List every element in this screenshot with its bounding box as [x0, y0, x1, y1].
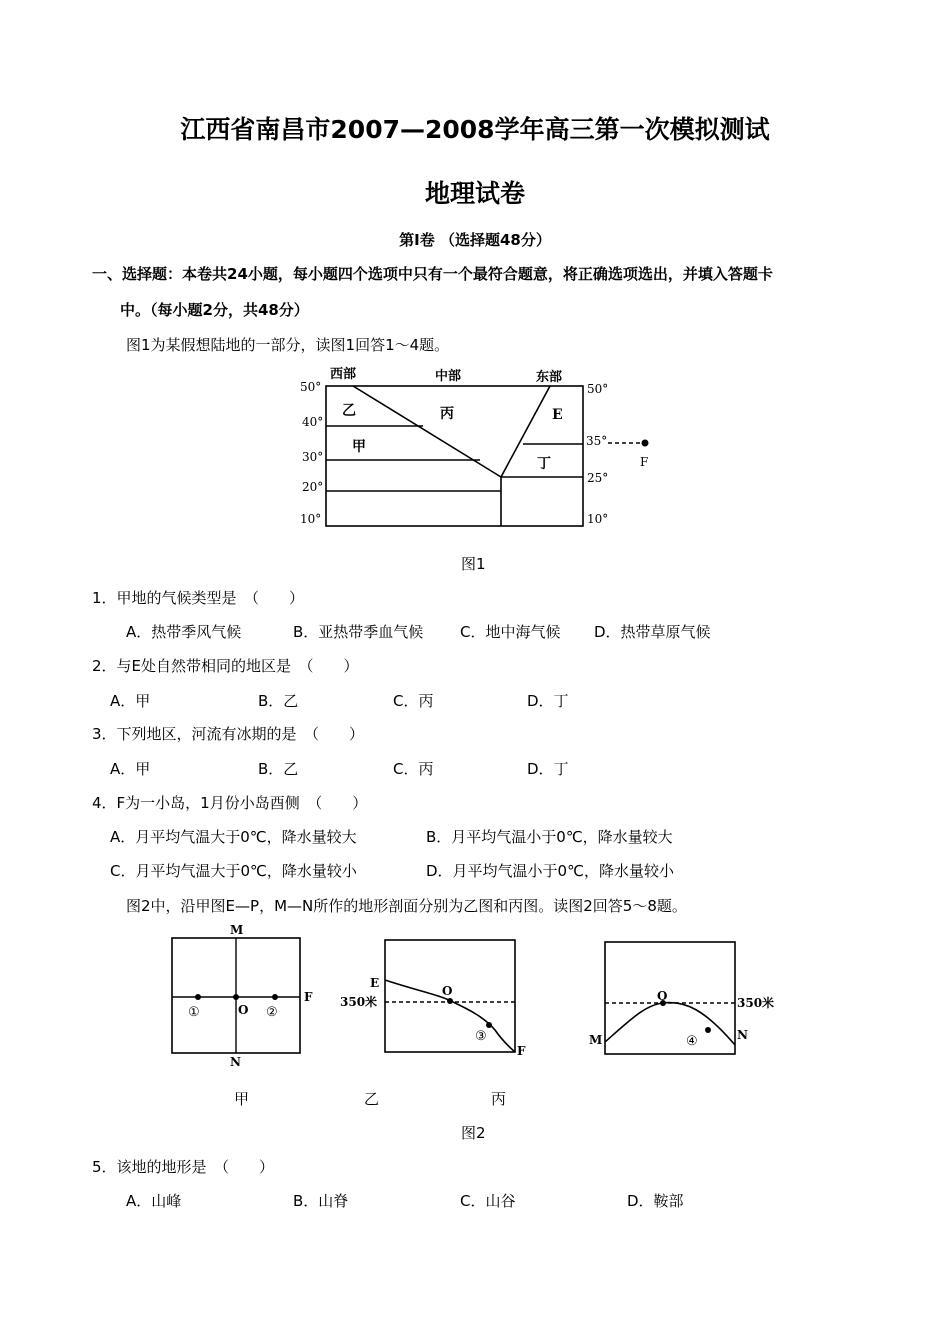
question-1-option-a: A．热带季风气候 [126, 623, 242, 641]
question-3-option-a: A．甲 [110, 760, 151, 778]
region-ding: 丁 [537, 456, 551, 472]
label-east: 东部 [536, 370, 563, 385]
panel-name-yi: 乙 [364, 1090, 380, 1108]
question-4-option-d: D．月平均气温小于0℃，降水量较小 [426, 862, 674, 880]
figure-2-panel-yi [330, 930, 535, 1060]
lat-right-50: 50° [587, 382, 609, 396]
intro-figure-2: 图2中，沿甲图E—P，M—N所作的地形剖面分别为乙图和丙图。读图2回答5～8题。 [126, 897, 687, 915]
question-3-option-b: B．乙 [258, 760, 299, 778]
question-4-option-c: C．月平均气温大于0℃，降水量较小 [110, 862, 357, 880]
bing-n-label: N [737, 1028, 748, 1042]
question-1-option-b: B．亚热带季血气候 [293, 623, 424, 641]
yi-e-label: E [370, 976, 380, 990]
question-2-option-a: A．甲 [110, 692, 151, 710]
bing-m-label: M [589, 1033, 603, 1047]
region-e: E [552, 407, 563, 423]
question-1-option-d: D．热带草原气候 [594, 623, 711, 641]
bing-elev-label: 350米 [737, 996, 775, 1010]
bing-point-4: ④ [686, 1034, 698, 1049]
yi-point-3: ③ [475, 1029, 487, 1044]
lat-right-10: 10° [587, 512, 609, 526]
page-subtitle: 地理试卷 [424, 179, 525, 208]
question-4-option-b: B．月平均气温小于0℃，降水量较大 [426, 828, 673, 846]
jia-o-label: O [238, 1003, 249, 1017]
question-3-option-d: D．丁 [527, 760, 569, 778]
question-5-option-a: A．山峰 [126, 1192, 182, 1210]
lat-left-20: 20° [302, 480, 324, 494]
yi-o-label: O [442, 984, 453, 998]
figure-2-panel-bing [585, 930, 795, 1060]
question-5-stem: 5．该地的地形是 （ ） [92, 1158, 275, 1176]
island-f-label: F [640, 455, 649, 469]
question-5-option-d: D．鞍部 [627, 1192, 684, 1210]
question-4-stem: 4．F为一小岛，1月份小岛酉侧 （ ） [92, 794, 368, 812]
lat-left-10: 10° [300, 512, 322, 526]
lat-right-35: 35° [586, 434, 608, 448]
jia-point-2: ② [266, 1005, 278, 1020]
jia-f-label: F [304, 990, 313, 1004]
yi-elev-label: 350米 [340, 995, 378, 1009]
question-4-option-a: A．月平均气温大于0℃，降水量较大 [110, 828, 357, 846]
lat-right-25: 25° [587, 471, 609, 485]
figure-1-map [290, 362, 670, 532]
instructions-line-1: 一、选择题：本卷共24小题，每小题四个选项中只有一个最符合题意，将正确选项选出，并填入答题卡 [92, 265, 773, 283]
question-2-option-b: B．乙 [258, 692, 299, 710]
page-title: 江西省南昌市2007—2008学年高三第一次模拟测试 [180, 115, 770, 144]
jia-n-label: N [230, 1055, 241, 1069]
bing-o-label: O [657, 989, 668, 1003]
section-heading: 第Ⅰ卷 （选择题48分） [399, 231, 551, 249]
label-west: 西部 [330, 367, 357, 382]
intro-figure-1: 图1为某假想陆地的一部分，读图1回答1～4题。 [126, 336, 450, 354]
yi-f-label: F [517, 1044, 526, 1058]
panel-name-jia: 甲 [234, 1090, 250, 1108]
panel-name-bing: 丙 [491, 1090, 507, 1108]
region-jia: 甲 [352, 439, 366, 455]
question-5-option-b: B．山脊 [293, 1192, 349, 1210]
region-bing: 丙 [440, 406, 454, 422]
lat-left-40: 40° [302, 415, 324, 429]
lat-left-30: 30° [302, 450, 324, 464]
instructions-line-2: 中。（每小题2分，共48分） [120, 301, 309, 319]
figure-2-panel-jia [160, 920, 325, 1070]
figure-1-caption: 图1 [461, 555, 486, 573]
region-yi: 乙 [342, 403, 356, 419]
question-2-option-d: D．丁 [527, 692, 569, 710]
question-2-stem: 2．与E处自然带相同的地区是 （ ） [92, 657, 359, 675]
question-1-stem: 1．甲地的气候类型是 （ ） [92, 589, 305, 607]
question-2-option-c: C．丙 [393, 692, 434, 710]
question-5-option-c: C．山谷 [460, 1192, 516, 1210]
label-central: 中部 [435, 369, 462, 384]
lat-left-50: 50° [300, 380, 322, 394]
jia-point-1: ① [188, 1005, 200, 1020]
question-3-stem: 3．下列地区，河流有冰期的是 （ ） [92, 725, 365, 743]
question-1-option-c: C．地中海气候 [460, 623, 561, 641]
question-3-option-c: C．丙 [393, 760, 434, 778]
figure-2-caption: 图2 [461, 1124, 486, 1142]
jia-m-label: M [230, 923, 244, 937]
